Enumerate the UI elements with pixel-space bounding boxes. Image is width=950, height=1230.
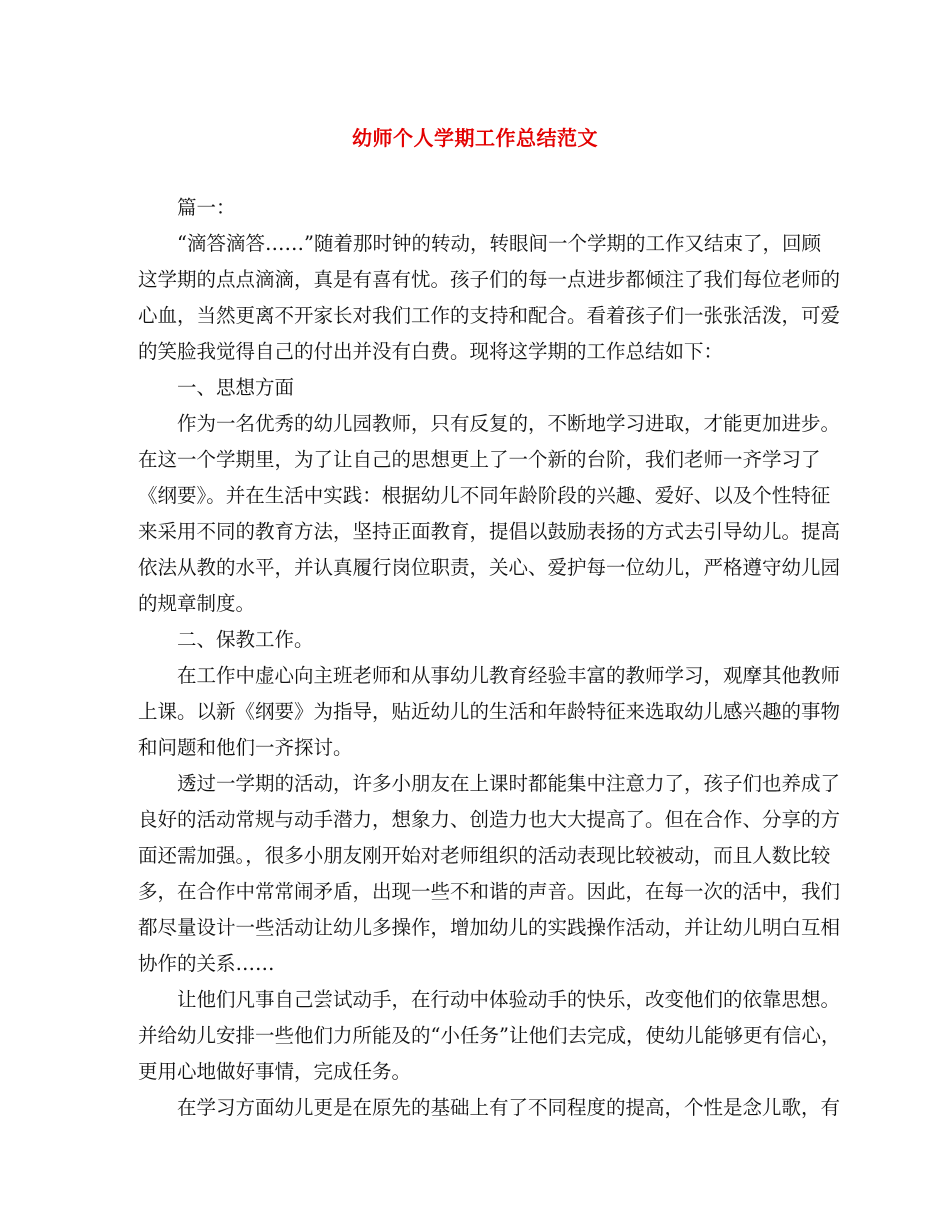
paragraph-line: 在工作中虚心向主班老师和从事幼儿教育经验丰富的教师学习，观摩其他教师: [177, 664, 841, 687]
paragraph-line: 并给幼儿安排一些他们力所能及的“小任务”让他们去完成，使幼儿能够更有信心，: [138, 1024, 841, 1047]
section-label: 篇一：: [177, 196, 236, 219]
document-title: 幼师个人学期工作总结范文: [352, 126, 598, 150]
paragraph-line: 多，在合作中常常闹矛盾，出现一些不和谐的声音。因此，在每一次的活中，我们: [138, 880, 841, 903]
paragraph-line: 面还需加强。，很多小朋友刚开始对老师组织的活动表现比较被动，而且人数比较: [138, 844, 831, 867]
paragraph-line: 让他们凡事自己尝试动手，在行动中体验动手的快乐，改变他们的依靠思想。: [177, 988, 841, 1011]
paragraph-line: 协作的关系……: [138, 952, 275, 975]
paragraph-line: 作为一名优秀的幼儿园教师，只有反复的，不断地学习进取，才能更加进步。: [177, 412, 841, 435]
paragraph-line: 在学习方面幼儿更是在原先的基础上有了不同程度的提高，个性是念儿歌，有: [177, 1096, 841, 1119]
document-body: [138, 190, 841, 1126]
paragraph-line: 都尽量设计一些活动让幼儿多操作，增加幼儿的实践操作活动，并让幼儿明白互相: [138, 916, 841, 939]
section-heading: 二、保教工作。: [177, 628, 314, 651]
paragraph-line: “滴答滴答……”随着那时钟的转动，转眼间一个学期的工作又结束了，回顾: [177, 232, 821, 255]
paragraph-line: 更用心地做好事情，完成任务。: [138, 1060, 412, 1083]
paragraph-line: 来采用不同的教育方法，坚持正面教育，提倡以鼓励表扬的方式去引导幼儿。提高: [138, 520, 841, 543]
section-heading: 一、思想方面: [177, 376, 295, 399]
paragraph-line: 良好的活动常规与动手潜力，想象力、创造力也大大提高了。但在合作、分享的方: [138, 808, 841, 831]
paragraph-line: 依法从教的水平，并认真履行岗位职责，关心、爱护每一位幼儿，严格遵守幼儿园: [138, 556, 841, 579]
paragraph-line: 的规章制度。: [138, 592, 256, 615]
paragraph-line: 的笑脸我觉得自己的付出并没有白费。现将这学期的工作总结如下：: [138, 340, 724, 363]
paragraph-line: 上课。以新《纲要》为指导，贴近幼儿的生活和年龄特征来选取幼儿感兴趣的事物: [138, 700, 841, 723]
paragraph-line: 透过一学期的活动，许多小朋友在上课时都能集中注意力了，孩子们也养成了: [177, 772, 841, 795]
paragraph-line: 《纲要》。并在生活中实践：根据幼儿不同年龄阶段的兴趣、爱好、以及个性特征: [138, 484, 831, 507]
paragraph-line: 和问题和他们一齐探讨。: [138, 736, 353, 759]
paragraph-line: 这学期的点点滴滴，真是有喜有忧。孩子们的每一点进步都倾注了我们每位老师的: [138, 268, 841, 291]
paragraph-line: 在这一个学期里，为了让自己的思想更上了一个新的台阶，我们老师一齐学习了: [138, 448, 821, 471]
paragraph-line: 心血，当然更离不开家长对我们工作的支持和配合。看着孩子们一张张活泼，可爱: [138, 304, 841, 327]
